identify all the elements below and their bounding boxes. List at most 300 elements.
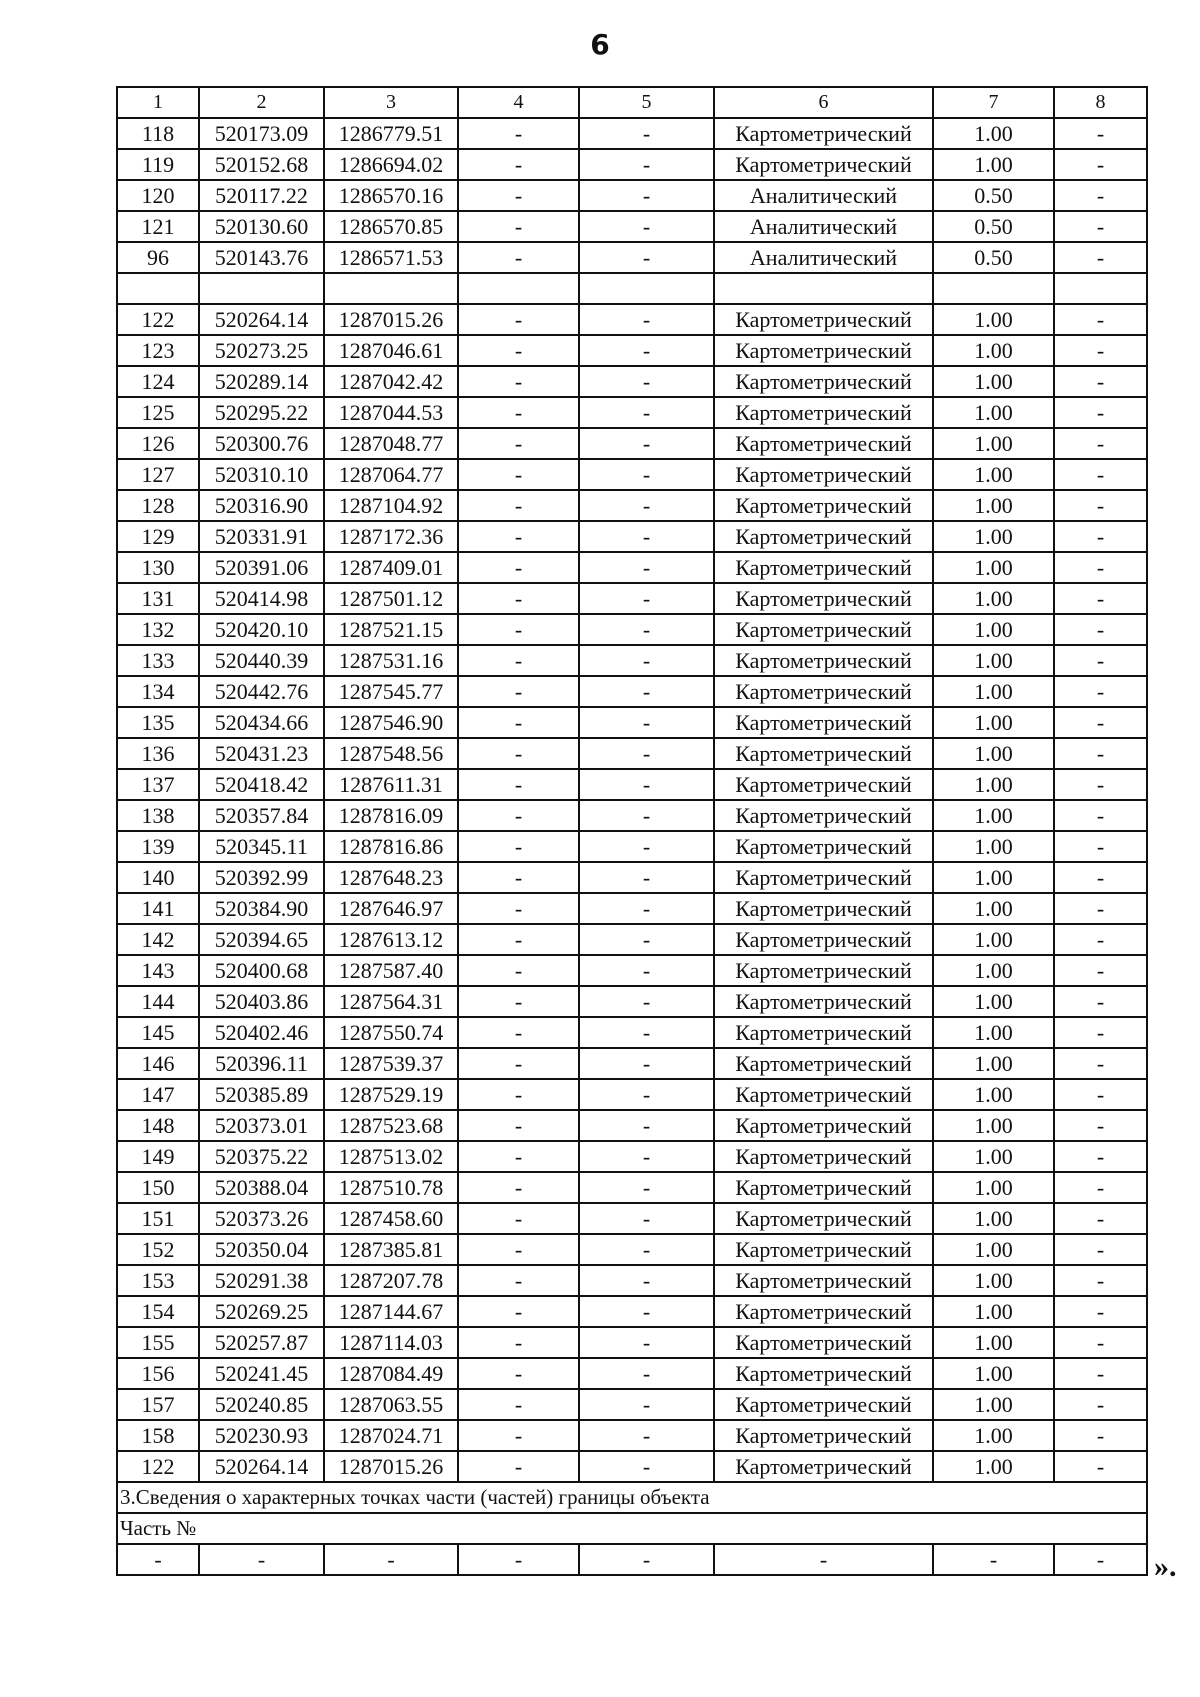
table-cell: - [458,211,579,242]
table-cell: Картометрический [714,1079,933,1110]
section3-row [117,1482,1147,1513]
table-cell: - [579,893,714,924]
table-cell: - [458,614,579,645]
table-cell: 1287144.67 [324,1296,458,1327]
table-cell: 520331.91 [199,521,324,552]
table-cell: - [1054,397,1147,428]
table-cell: 520391.06 [199,552,324,583]
table-cell: 150 [117,1172,199,1203]
table-cell: 154 [117,1296,199,1327]
table-cell: - [458,552,579,583]
table-cell: - [1054,521,1147,552]
table-cell: Картометрический [714,397,933,428]
table-cell: Картометрический [714,335,933,366]
table-cell: 520403.86 [199,986,324,1017]
table-row [117,1203,1147,1234]
table-cell: 152 [117,1234,199,1265]
table-cell: - [1054,180,1147,211]
table-cell [933,273,1054,304]
table-cell: - [1054,1079,1147,1110]
table-cell: - [1054,1234,1147,1265]
table-row [117,986,1147,1017]
table-cell: - [579,583,714,614]
table-row [117,800,1147,831]
table-row [117,149,1147,180]
table-cell: Картометрический [714,1048,933,1079]
table-cell: - [458,428,579,459]
table-cell: 1287501.12 [324,583,458,614]
table-cell: 126 [117,428,199,459]
table-cell: - [458,118,579,149]
table-row [117,1141,1147,1172]
table-cell: 520440.39 [199,645,324,676]
table-cell: - [1054,242,1147,273]
table-cell: Картометрический [714,1451,933,1482]
table-cell: 1287587.40 [324,955,458,986]
table-cell: 1.00 [933,955,1054,986]
table-cell: - [579,738,714,769]
table-cell: 128 [117,490,199,521]
table-row [117,242,1147,273]
table-cell: - [458,1172,579,1203]
table-cell: Картометрический [714,490,933,521]
table-cell: Картометрический [714,676,933,707]
table-row [117,769,1147,800]
table-row [117,1296,1147,1327]
table-row [117,645,1147,676]
table-cell: - [579,211,714,242]
table-cell: 520241.45 [199,1358,324,1389]
table-cell: 1287611.31 [324,769,458,800]
table-cell: 520295.22 [199,397,324,428]
table-cell: 1287207.78 [324,1265,458,1296]
table-cell: 1.00 [933,1420,1054,1451]
table-cell: 1.00 [933,676,1054,707]
table-cell: - [458,304,579,335]
table-cell: Картометрический [714,1234,933,1265]
table-cell: 1287104.92 [324,490,458,521]
table-cell: Картометрический [714,614,933,645]
table-cell: 1.00 [933,583,1054,614]
table-cell: 153 [117,1265,199,1296]
table-cell: - [579,1141,714,1172]
table-cell: - [579,862,714,893]
table-cell: 520396.11 [199,1048,324,1079]
table-cell: - [458,1327,579,1358]
table-cell: 120 [117,180,199,211]
table-cell: 1.00 [933,1079,1054,1110]
table-cell: 520385.89 [199,1079,324,1110]
table-row [117,862,1147,893]
table-body [117,118,1147,1482]
table-cell: - [1054,552,1147,583]
table-cell: 1287529.19 [324,1079,458,1110]
table-cell: 1.00 [933,707,1054,738]
table-cell: 1.00 [933,1296,1054,1327]
table-cell: - [458,1079,579,1110]
table-cell: Картометрический [714,831,933,862]
table-cell: 1287064.77 [324,459,458,490]
table-cell: Картометрический [714,583,933,614]
table-cell: 151 [117,1203,199,1234]
page-number: 6 [590,28,610,61]
table-cell: 1287044.53 [324,397,458,428]
closing-quote: ». [1154,1550,1177,1583]
table-cell: 118 [117,118,199,149]
table-cell: Картометрический [714,924,933,955]
table-cell: Картометрический [714,986,933,1017]
table-cell: 122 [117,1451,199,1482]
table-cell: 1287531.16 [324,645,458,676]
table-cell: Картометрический [714,1296,933,1327]
table-cell: - [579,1203,714,1234]
table-cell: - [458,1420,579,1451]
table-cell: 1.00 [933,1327,1054,1358]
table-cell: 129 [117,521,199,552]
table-cell: 520418.42 [199,769,324,800]
table-cell: - [579,304,714,335]
table-cell: - [1054,1017,1147,1048]
table-cell: 1287613.12 [324,924,458,955]
table-cell: 147 [117,1079,199,1110]
table-cell: 520345.11 [199,831,324,862]
table-cell [579,273,714,304]
table-cell [199,273,324,304]
table-cell: - [1054,924,1147,955]
col-header: 7 [933,87,1054,118]
table-cell: - [1054,335,1147,366]
table-cell: 156 [117,1358,199,1389]
table-row [117,180,1147,211]
table-cell: - [1054,118,1147,149]
table-cell: - [579,1327,714,1358]
table-cell [714,273,933,304]
table-cell: - [458,1389,579,1420]
table-row [117,366,1147,397]
table-cell: 1.00 [933,118,1054,149]
table-cell: - [458,676,579,707]
table-cell: 1.00 [933,459,1054,490]
table-cell: 122 [117,304,199,335]
table-cell: 1287063.55 [324,1389,458,1420]
table-cell: - [579,1265,714,1296]
col-header: 3 [324,87,458,118]
table-cell: 1.00 [933,304,1054,335]
table-cell: 158 [117,1420,199,1451]
table-cell: 1286570.85 [324,211,458,242]
table-cell: - [324,1544,458,1575]
table-cell: - [579,769,714,800]
col-header: 6 [714,87,933,118]
table-cell: - [579,1420,714,1451]
table-cell: Картометрический [714,645,933,676]
table-cell: - [458,1265,579,1296]
table-cell: - [1054,769,1147,800]
table-cell: - [579,1358,714,1389]
table-cell: 1.00 [933,614,1054,645]
table-cell: 1287539.37 [324,1048,458,1079]
table-row [117,118,1147,149]
table-cell: - [579,521,714,552]
table-cell: 133 [117,645,199,676]
table-cell: 1287548.56 [324,738,458,769]
table-row [117,924,1147,955]
table-cell: - [579,707,714,738]
table-cell: 123 [117,335,199,366]
table-cell: 96 [117,242,199,273]
table-cell: - [458,149,579,180]
table-cell: - [1054,1048,1147,1079]
table-cell: 520143.76 [199,242,324,273]
table-cell: - [579,1234,714,1265]
table-cell: 1287084.49 [324,1358,458,1389]
table-cell: 140 [117,862,199,893]
table-cell: 520388.04 [199,1172,324,1203]
table-cell: - [1054,893,1147,924]
table-cell: Картометрический [714,118,933,149]
table-cell: 1287458.60 [324,1203,458,1234]
table-cell: Картометрический [714,1420,933,1451]
table-cell: 1287648.23 [324,862,458,893]
table-cell: - [1054,490,1147,521]
table-cell: - [458,862,579,893]
table-cell: 130 [117,552,199,583]
table-cell: 1287042.42 [324,366,458,397]
table-cell: - [579,1296,714,1327]
table-cell: 119 [117,149,199,180]
table-cell: Картометрический [714,428,933,459]
table-row [117,583,1147,614]
table-cell: 124 [117,366,199,397]
table-cell: - [1054,1358,1147,1389]
table-cell: Картометрический [714,893,933,924]
table-cell: 520230.93 [199,1420,324,1451]
table-cell: - [714,1544,933,1575]
table-cell: 1.00 [933,366,1054,397]
table-cell: 1287409.01 [324,552,458,583]
table-cell: - [1054,428,1147,459]
table-cell: - [1054,1141,1147,1172]
table-cell: - [1054,459,1147,490]
table-cell: Картометрический [714,459,933,490]
table-cell: 1287523.68 [324,1110,458,1141]
table-cell: 520316.90 [199,490,324,521]
table-cell: - [1054,1544,1147,1575]
table-cell: Картометрический [714,738,933,769]
table-cell: 1.00 [933,862,1054,893]
table-cell: - [458,924,579,955]
table-cell: - [458,1048,579,1079]
table-cell: 520414.98 [199,583,324,614]
table-row [117,1079,1147,1110]
table-row [117,335,1147,366]
table-cell: 1287385.81 [324,1234,458,1265]
table-cell: 141 [117,893,199,924]
table-cell: 1.00 [933,149,1054,180]
table-cell: Картометрический [714,1358,933,1389]
table-cell: 520173.09 [199,118,324,149]
table-cell: 0.50 [933,242,1054,273]
table-cell: Картометрический [714,800,933,831]
table-cell: 1287816.09 [324,800,458,831]
table-cell: - [579,1048,714,1079]
table-cell: - [579,1389,714,1420]
table-cell: 0.50 [933,180,1054,211]
table-cell: Картометрический [714,552,933,583]
table-cell: 1.00 [933,397,1054,428]
table-cell: 1287816.86 [324,831,458,862]
table-cell: - [458,397,579,428]
table-cell: 134 [117,676,199,707]
table-row [117,552,1147,583]
table-cell: - [579,335,714,366]
table-cell: - [1054,1420,1147,1451]
table-cell: - [579,955,714,986]
table-cell: 520402.46 [199,1017,324,1048]
table-cell: Картометрический [714,1017,933,1048]
table-cell: 520434.66 [199,707,324,738]
header-row [117,87,1147,118]
table-cell: 520264.14 [199,304,324,335]
table-cell: - [579,242,714,273]
table-cell: - [579,1544,714,1575]
table-cell: 1286571.53 [324,242,458,273]
table-cell: 138 [117,800,199,831]
table-cell: 520289.14 [199,366,324,397]
table-cell: 520420.10 [199,614,324,645]
table-cell: 1.00 [933,1234,1054,1265]
table-cell: - [1054,1327,1147,1358]
col-header: 4 [458,87,579,118]
table-row [117,1265,1147,1296]
table-cell: - [1054,1110,1147,1141]
table-cell: 1286694.02 [324,149,458,180]
table-cell: - [1054,676,1147,707]
table-cell: 1.00 [933,769,1054,800]
table-cell: 148 [117,1110,199,1141]
table-row [117,955,1147,986]
table-cell: 155 [117,1327,199,1358]
table-cell: Картометрический [714,521,933,552]
table-cell: 1287646.97 [324,893,458,924]
table-cell: 520310.10 [199,459,324,490]
table-cell: - [579,1451,714,1482]
table-row [117,521,1147,552]
table-cell: - [1054,1451,1147,1482]
table-cell: 139 [117,831,199,862]
table-cell: - [458,335,579,366]
table-cell: Картометрический [714,1110,933,1141]
table-cell: - [1054,862,1147,893]
table-cell: - [1054,1172,1147,1203]
table-cell: 142 [117,924,199,955]
table-cell: 1.00 [933,1358,1054,1389]
table-cell: - [1054,614,1147,645]
table-cell: 1.00 [933,1141,1054,1172]
table-cell: 121 [117,211,199,242]
last-row [117,1544,1147,1575]
table-cell: - [579,986,714,1017]
table-cell: - [458,1203,579,1234]
table-cell: 520442.76 [199,676,324,707]
table-cell: 520269.25 [199,1296,324,1327]
table-row [117,459,1147,490]
table-cell: 1287048.77 [324,428,458,459]
table-cell: 1.00 [933,428,1054,459]
table-row [117,614,1147,645]
table-row [117,1420,1147,1451]
table-row [117,304,1147,335]
table-cell: 1.00 [933,831,1054,862]
table-cell: - [458,738,579,769]
table-row [117,1234,1147,1265]
table-cell: - [199,1544,324,1575]
table-cell: 1287550.74 [324,1017,458,1048]
table-cell: 520394.65 [199,924,324,955]
table-cell: 1287015.26 [324,1451,458,1482]
table-cell: 1287513.02 [324,1141,458,1172]
table-row [117,1017,1147,1048]
table-cell: 520357.84 [199,800,324,831]
table-cell: - [1054,831,1147,862]
table-cell: - [458,986,579,1017]
table-row [117,1327,1147,1358]
col-header: 8 [1054,87,1147,118]
table-cell: 520375.22 [199,1141,324,1172]
table-cell: Картометрический [714,769,933,800]
table-cell: - [458,1358,579,1389]
table-cell: 1287545.77 [324,676,458,707]
table-cell: - [1054,986,1147,1017]
table-cell: 1.00 [933,1017,1054,1048]
table-cell: 125 [117,397,199,428]
col-header: 5 [579,87,714,118]
table-cell: 520291.38 [199,1265,324,1296]
table-cell: 520384.90 [199,893,324,924]
table-cell: - [1054,800,1147,831]
table-cell: 520264.14 [199,1451,324,1482]
table-cell: 1.00 [933,738,1054,769]
table-cell: - [458,1110,579,1141]
table-cell: 157 [117,1389,199,1420]
table-cell [458,273,579,304]
table-cell [324,273,458,304]
table-cell: 1286779.51 [324,118,458,149]
table-cell: - [458,831,579,862]
table-cell: - [458,1296,579,1327]
table-cell: 135 [117,707,199,738]
table-row [117,738,1147,769]
table-cell: 1287172.36 [324,521,458,552]
table-row [117,1172,1147,1203]
table-cell: 136 [117,738,199,769]
table-cell: - [458,800,579,831]
table-cell: Картометрический [714,1203,933,1234]
table-row [117,707,1147,738]
table-cell: Картометрический [714,304,933,335]
table-cell: 1.00 [933,1389,1054,1420]
table-cell: 520431.23 [199,738,324,769]
table-cell: - [579,831,714,862]
table-cell: 520240.85 [199,1389,324,1420]
table-cell: - [579,180,714,211]
table-cell: Картометрический [714,1172,933,1203]
table-cell: - [458,645,579,676]
table-cell: - [458,707,579,738]
table-row [117,211,1147,242]
table-cell: 520130.60 [199,211,324,242]
table-cell: - [579,490,714,521]
